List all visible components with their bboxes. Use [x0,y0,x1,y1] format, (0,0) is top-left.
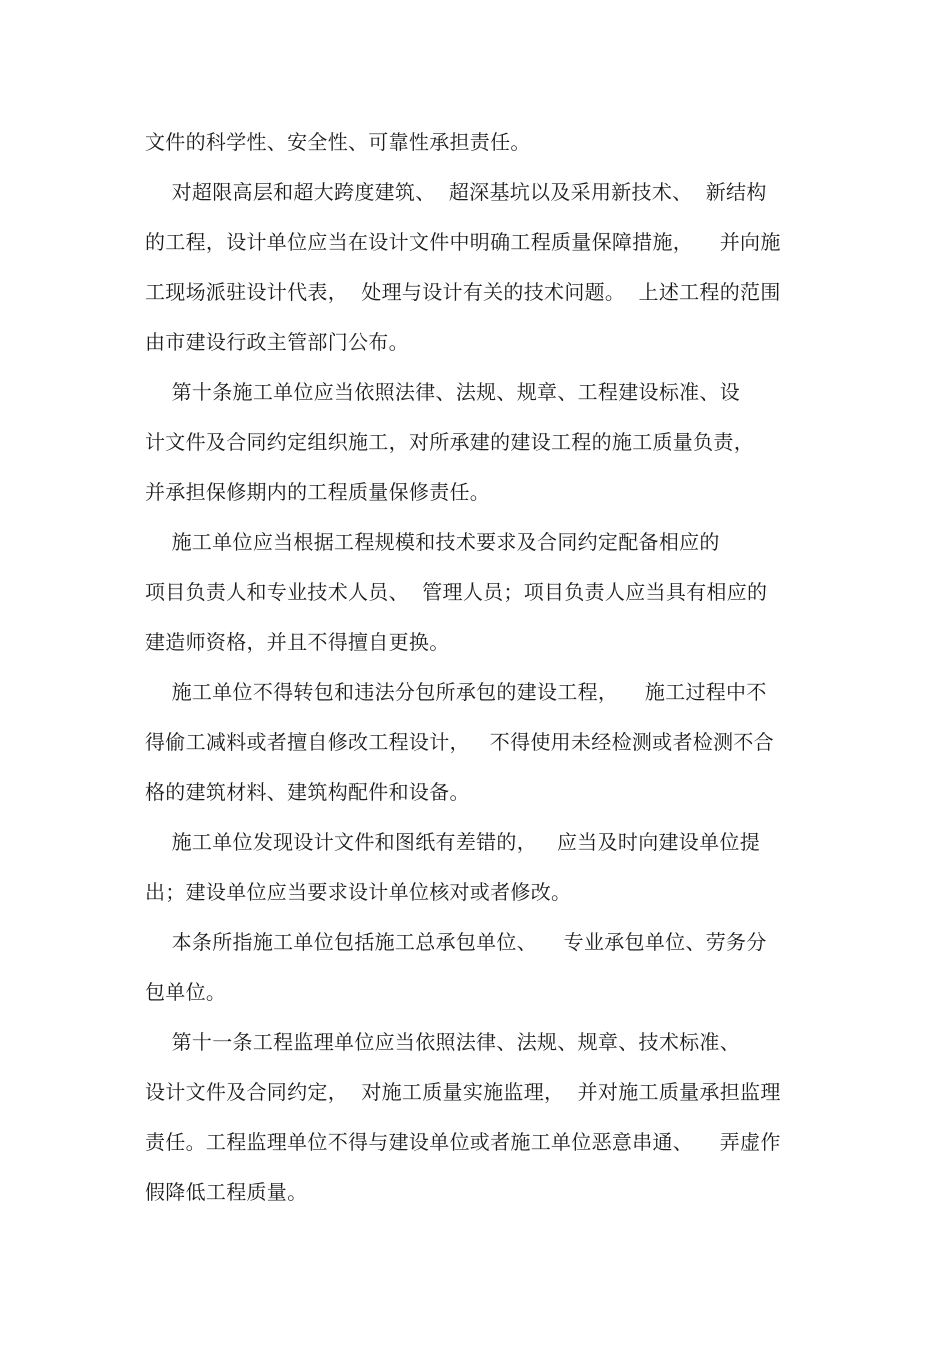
text-line: 项目负责人和专业技术人员、 管理人员；项目负责人应当具有相应的 [145,580,768,604]
text-line: 本条所指施工单位包括施工总承包单位、 专业承包单位、劳务分 [145,930,767,954]
text-line: 由市建设行政主管部门公布。 [145,330,409,354]
text-line: 对超限高层和超大跨度建筑、 超深基坑以及采用新技术、 新结构 [145,180,767,204]
text-line: 设计文件及合同约定， 对施工质量实施监理， 并对施工质量承担监理 [145,1080,781,1104]
text-line: 文件的科学性、安全性、可靠性承担责任。 [145,130,531,154]
text-line: 得偷工减料或者擅自修改工程设计， 不得使用未经检测或者检测不合 [145,730,774,754]
text-line: 并承担保修期内的工程质量保修责任。 [145,480,491,504]
text-line: 出；建设单位应当要求设计单位核对或者修改。 [145,880,572,904]
text-line: 责任。工程监理单位不得与建设单位或者施工单位恶意串通、 弄虚作 [145,1130,781,1154]
text-line: 工现场派驻设计代表， 处理与设计有关的技术问题。 上述工程的范围 [145,280,781,304]
text-line: 包单位。 [145,980,227,1004]
text-line: 第十一条工程监理单位应当依照法律、法规、规章、技术标准、 [145,1030,741,1054]
text-line: 施工单位发现设计文件和图纸有差错的， 应当及时向建设单位提 [145,830,761,854]
text-line: 施工单位不得转包和违法分包所承包的建设工程， 施工过程中不 [145,680,767,704]
text-line: 的工程，设计单位应当在设计文件中明确工程质量保障措施， 并向施 [145,230,781,254]
text-line: 假降低工程质量。 [145,1180,308,1204]
text-line: 计文件及合同约定组织施工，对所承建的建设工程的施工质量负责， [145,430,754,454]
text-line: 格的建筑材料、建筑构配件和设备。 [145,780,470,804]
text-line: 第十条施工单位应当依照法律、法规、规章、工程建设标准、设 [145,380,741,404]
text-line: 施工单位应当根据工程规模和技术要求及合同约定配备相应的 [145,530,720,554]
text-line: 建造师资格，并且不得擅自更换。 [145,630,450,654]
